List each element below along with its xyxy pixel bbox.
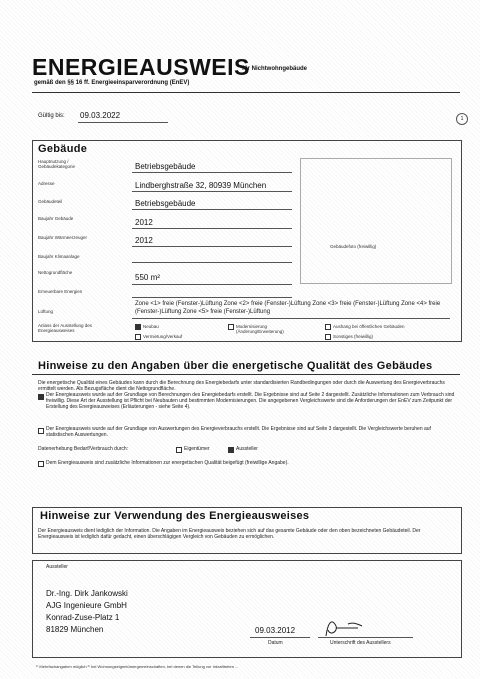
field-label-address: Adresse	[38, 181, 55, 186]
row-line	[132, 246, 292, 247]
row-line	[132, 297, 292, 298]
valid-until-underline	[78, 122, 168, 123]
usage-section-title: Hinweise zur Verwendung des Energieausweises	[40, 510, 310, 522]
row-line	[132, 284, 292, 285]
field-label-area: Nettogrundfläche	[38, 270, 73, 275]
page-number-badge: 1	[456, 113, 468, 125]
hints-section-title: Hinweise zu den Angaben über die energetische Qualität des Gebäudes	[38, 360, 433, 372]
field-value-area: 550 m²	[135, 273, 160, 282]
issuer-company: AJG Ingenieure GmbH	[46, 601, 127, 610]
field-label-year-ac: Baujahr Klimaanlage	[38, 254, 80, 259]
certificate-title-suffix: für Nichtwohngebäude	[242, 66, 307, 72]
building-photo-area	[300, 158, 452, 284]
field-value-year-heater: 2012	[135, 236, 153, 245]
issuer-label: Aussteller	[46, 564, 68, 570]
field-label-year-heater: Baujahr Wärmeerzeuger	[38, 235, 88, 240]
hints-additional-checkbox[interactable]	[38, 461, 44, 467]
collection-issuer-checkbox[interactable]	[228, 447, 234, 453]
data-collection-label: Datenerhebung Bedarf/Verbrauch durch:	[38, 446, 129, 452]
row-line	[132, 172, 292, 173]
reason-display-checkbox[interactable]	[325, 324, 331, 330]
hints-intro: Die energetische Qualität eines Gebäudes kann durch die Berechnung des Energiebedarfs unter standardisierten Randbedingungen oder durch die Auswertung des Energieverbrauchs ermittelt werden. Als Bezugsfläche dient die Nettogrundfläche.	[38, 380, 445, 392]
reason-rent-label: Vermietung/Verkauf	[143, 334, 183, 339]
field-label-renewables: Erneuerbare Energien	[38, 289, 83, 294]
row-line	[132, 318, 450, 319]
field-label-ventilation: Lüftung	[38, 309, 54, 314]
reason-new-checkbox[interactable]	[135, 324, 141, 330]
field-value-usage: Betriebsgebäude	[135, 162, 196, 171]
building-section-title: Gebäude	[38, 143, 88, 155]
hints-consumption-text: Der Energieausweis wurde auf der Grundlage von Auswertungen des Energieverbrauchs erstellt. Die Ergebnisse sind auf Seite 3 dargestellt. Die Vergleichswerte beruhen auf statistischen Auswertungen.	[46, 426, 431, 438]
row-line	[132, 209, 292, 210]
hints-consumption-checkbox[interactable]	[38, 428, 44, 434]
field-label-usage: Hauptnutzung / Gebäudekategorie	[38, 159, 76, 169]
hints-demand-text: Der Energieausweis wurde auf der Grundlage von Berechnungen des Energiebedarfs erstellt. Die Ergebnisse sind auf Seite 2 dargestellt. Zusätzliche Informationen zum Verbrauch sind freiwillig. Diese Art der Ausstellung ist Pflicht bei Neubauten und bestimmten Modernisierungen. Die angegebenen Vergleichswerte sind die Anforderungen der EnEV zum Zeitpunkt der Erstellung des Energieausweises (Erläuterungen - siehe Seite 4).	[46, 392, 455, 410]
header-divider	[32, 92, 460, 93]
issue-date: 09.03.2012	[255, 626, 296, 635]
hints-divider	[32, 374, 460, 375]
hints-demand-checkbox[interactable]	[38, 394, 44, 400]
issuer-name: Dr.-Ing. Dirk Jankowski	[46, 589, 128, 598]
reason-other-checkbox[interactable]	[325, 334, 331, 340]
collection-issuer-label: Aussteller	[236, 446, 258, 452]
usage-text: Der Energieausweis dient lediglich der Information. Die Angaben im Energieausweis beziehen sich auf das gesamte Gebäude oder den oben bezeichneten Gebäudeteil. Der Energieausweis ist lediglich dafür gedacht, einen überschlägigen Vergleich von Gebäuden zu ermöglichen.	[38, 528, 421, 540]
field-value-address: Lindberghstraße 32, 80939 München	[135, 181, 267, 190]
regulation-reference: gemäß den §§ 16 ff. Energieeinsparverordnung (EnEV)	[34, 80, 190, 86]
reason-rent-checkbox[interactable]	[135, 334, 141, 340]
field-value-year-building: 2012	[135, 218, 153, 227]
row-line	[132, 228, 292, 229]
date-label: Datum	[268, 640, 283, 646]
building-photo-label: Gebäudefoto (freiwillig)	[330, 244, 377, 249]
signature-label: Unterschrift des Ausstellers	[330, 640, 391, 646]
signature-line	[318, 637, 413, 638]
row-line	[132, 191, 292, 192]
issuer-city: 81829 München	[46, 625, 104, 634]
reason-other-label: Sonstiges (freiwillig)	[333, 334, 374, 339]
field-value-ventilation: Zone <1> freie (Fenster-)Lüftung Zone <2> freie (Fenster-)Lüftung Zone <3> freie (Fenster-)Lüftung Zone <4> freie (Fenster-)Lüftung Zone <5> freie (Fenster-)Lüftung	[135, 301, 441, 315]
issuer-street: Konrad-Zuse-Platz 1	[46, 613, 120, 622]
reason-modernization-label: Modernisierung (Änderung/Erweiterung)	[236, 324, 284, 334]
field-label-year-building: Baujahr Gebäude	[38, 216, 74, 221]
date-line	[250, 637, 310, 638]
reason-label: Anlass der Ausstellung des Energieausweises	[38, 323, 93, 333]
valid-until-label: Gültig bis:	[38, 113, 65, 119]
field-value-part: Betriebsgebäude	[135, 199, 196, 208]
footnote: ¹⁾ Mehrfachangaben möglich ²⁾ bei Wohnungseigentümergemeinschaften, bei denen die Teilung vor Inkrafttreten ...	[36, 664, 239, 669]
reason-new-label: Neubau	[143, 324, 159, 329]
reason-modernization-checkbox[interactable]	[228, 324, 234, 330]
collection-owner-label: Eigentümer	[184, 446, 210, 452]
field-label-part: Gebäudeteil	[38, 199, 63, 204]
collection-owner-checkbox[interactable]	[176, 447, 182, 453]
hints-additional-text: Dem Energieausweis sind zusätzliche Informationen zur energetischen Qualität beigefügt (freiwillige Angabe).	[46, 460, 289, 466]
certificate-title: ENERGIEAUSWEIS	[32, 54, 250, 80]
valid-until-date: 09.03.2022	[80, 111, 121, 120]
reason-display-label: Aushang bei öffentlichen Gebäuden	[333, 324, 405, 329]
row-line	[132, 262, 292, 263]
